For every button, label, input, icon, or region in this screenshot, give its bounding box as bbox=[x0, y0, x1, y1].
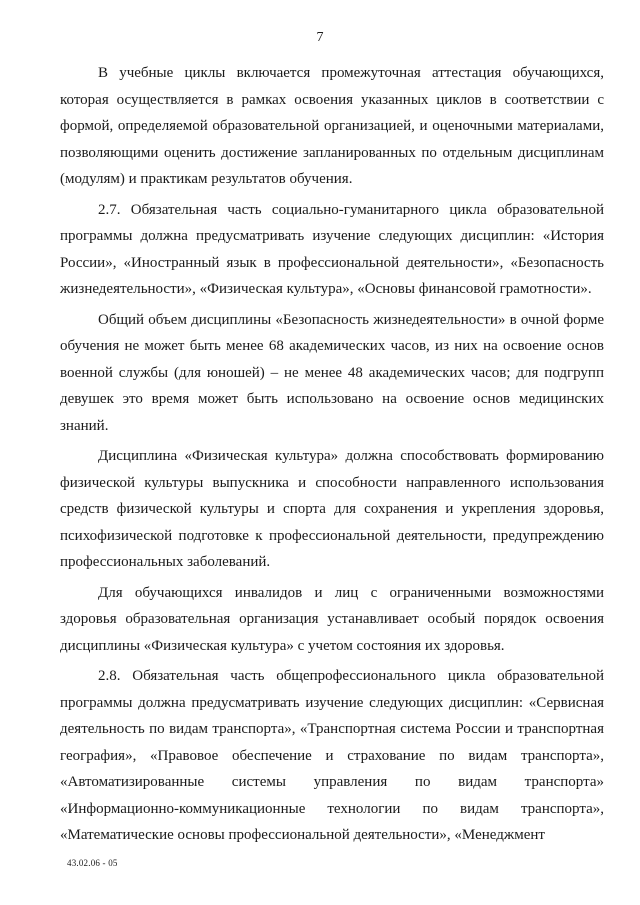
paragraph-physical-culture: Дисциплина «Физическая культура» должна способствовать формированию физической культуры выпускника и способности направленного использования средств физической культуры и спорта для сохранения и укрепления здоровья, психофизической подготовке к профессиональной деятельности, предупреждению профессиональных заболеваний. bbox=[60, 448, 604, 570]
page-number: 7 bbox=[316, 30, 324, 45]
paragraph-disabled-students: Для обучающихся инвалидов и лиц с ограниченными возможностями здоровья образовательная организация устанавливает особый порядок освоения дисциплины «Физическая культура» с учетом состояния их здоровья. bbox=[60, 584, 604, 654]
paragraph-life-safety-hours: Общий объем дисциплины «Безопасность жизнедеятельности» в очной форме обучения не может быть менее 68 академических часов, из них на освоение основ военной службы (для юношей) – не менее 48 академических часов; для подгрупп девушек это время может быть использовано на освоение основ медицинских знаний. bbox=[60, 311, 604, 434]
paragraph-attestation: В учебные циклы включается промежуточная аттестация обучающихся, которая осуществляется в рамках освоения указанных циклов в соответствии с формой, определяемой образовательной организацией, и оценочными материалами, позволяющими оценить достижение запланированных по отдельным дисциплинам (модулям) и практикам результатов обучения. bbox=[60, 65, 604, 187]
paragraph-2-8-general-professional-cycle: 2.8. Обязательная часть общепрофессионального цикла образовательной программы должна предусматривать изучение следующих дисциплин: «Сервисная деятельность по видам транспорта», «Транспортная система России и транспортная география», «Правовое обеспечение и страхование по видам транспорта», «Автоматизированные системы управления по видам транспорта» «Информационно-коммуникационные технологии по видам транспорта», «Математические основы профессиональной деятельности», «Менеджмент bbox=[60, 668, 604, 843]
paragraph-2-7-social-humanitarian-cycle: 2.7. Обязательная часть социально-гуманитарного цикла образовательной программы должна предусматривать изучение следующих дисциплин: «История России», «Иностранный язык в профессиональной деятельности», «Безопасность жизнедеятельности», «Физическая культура», «Основы финансовой грамотности». bbox=[60, 201, 604, 297]
document-code: 43.02.06 - 05 bbox=[67, 858, 118, 868]
document-body bbox=[60, 60, 604, 849]
